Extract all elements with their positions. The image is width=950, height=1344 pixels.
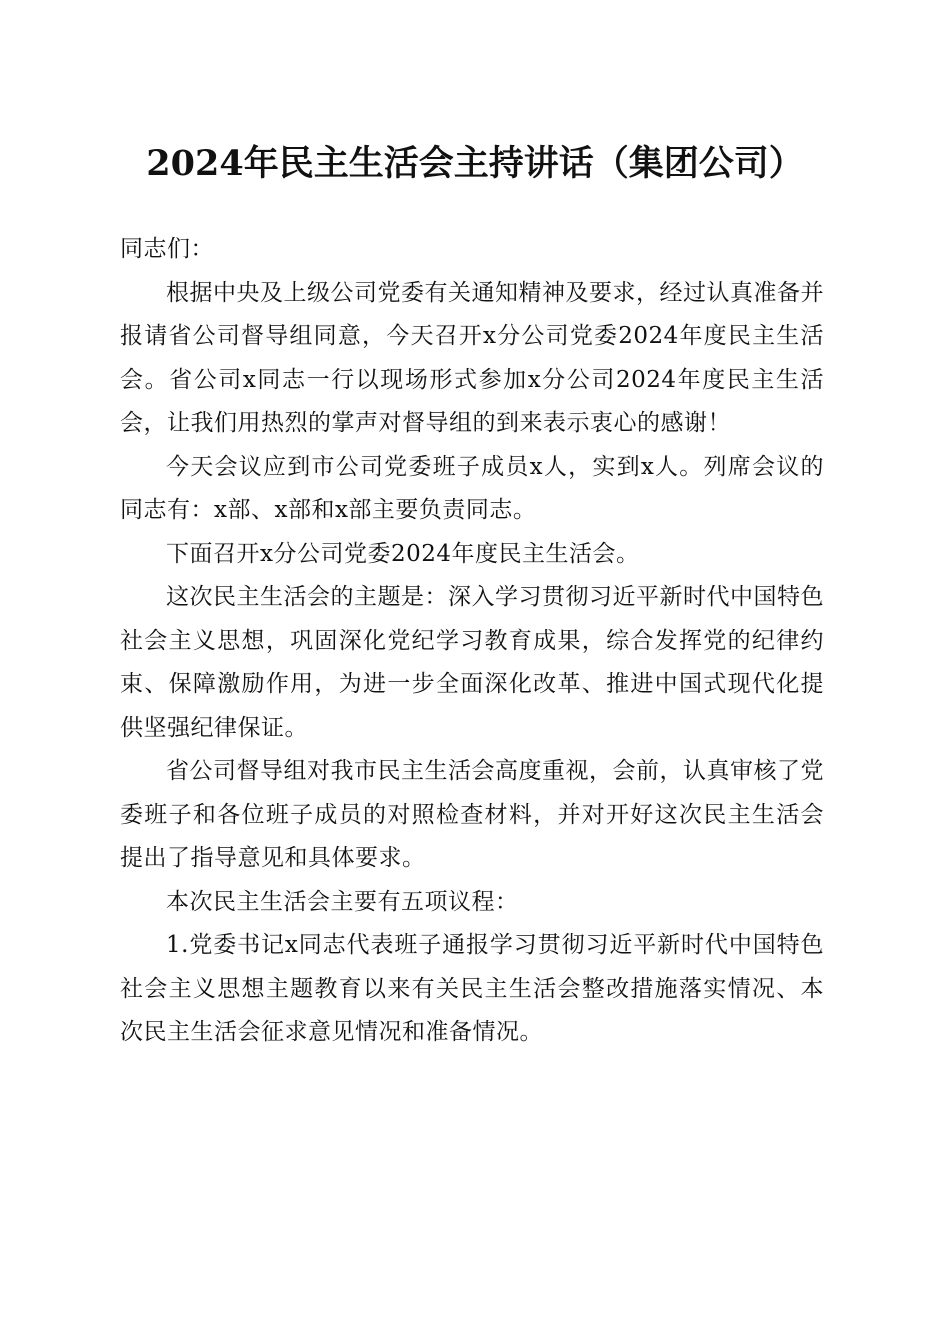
salutation: 同志们： <box>120 236 214 262</box>
paragraph-agenda-intro: 本次民主生活会主要有五项议程： <box>166 888 519 915</box>
paragraph-attendance: 今天会议应到市公司党委班子成员x人，实到x人。列席会议的同志有：x部、x部和x部主要负责同志。 <box>120 453 824 523</box>
paragraph-agenda-item-1: 1.党委书记x同志代表班子通报学习贯彻习近平新时代中国特色社会主义思想主题教育以来有关民主生活会整改措施落实情况、本次民主生活会征求意见情况和准备情况。 <box>120 932 824 1045</box>
paragraph-theme: 这次民主生活会的主题是：深入学习贯彻习近平新时代中国特色社会主义思想，巩固深化党纪学习教育成果，综合发挥党的纪律约束、保障激励作用，为进一步全面深化改革、推进中国式现代化提供坚强纪律保证。 <box>120 584 824 741</box>
paragraph-intro: 根据中央及上级公司党委有关通知精神及要求，经过认真准备并报请省公司督导组同意，今天召开x分公司党委2024年度民主生活会。省公司x同志一行以现场形式参加x分公司2024年度民主生活会，让我们用热烈的掌声对督导组的到来表示衷心的感谢！ <box>120 279 824 436</box>
document-body <box>120 228 824 1055</box>
document-title: 2024年民主生活会主持讲话（集团公司） <box>146 143 804 184</box>
paragraph-opening: 下面召开x分公司党委2024年度民主生活会。 <box>166 540 640 567</box>
paragraph-supervision: 省公司督导组对我市民主生活会高度重视，会前，认真审核了党委班子和各位班子成员的对照检查材料，并对开好这次民主生活会提出了指导意见和具体要求。 <box>120 758 824 871</box>
